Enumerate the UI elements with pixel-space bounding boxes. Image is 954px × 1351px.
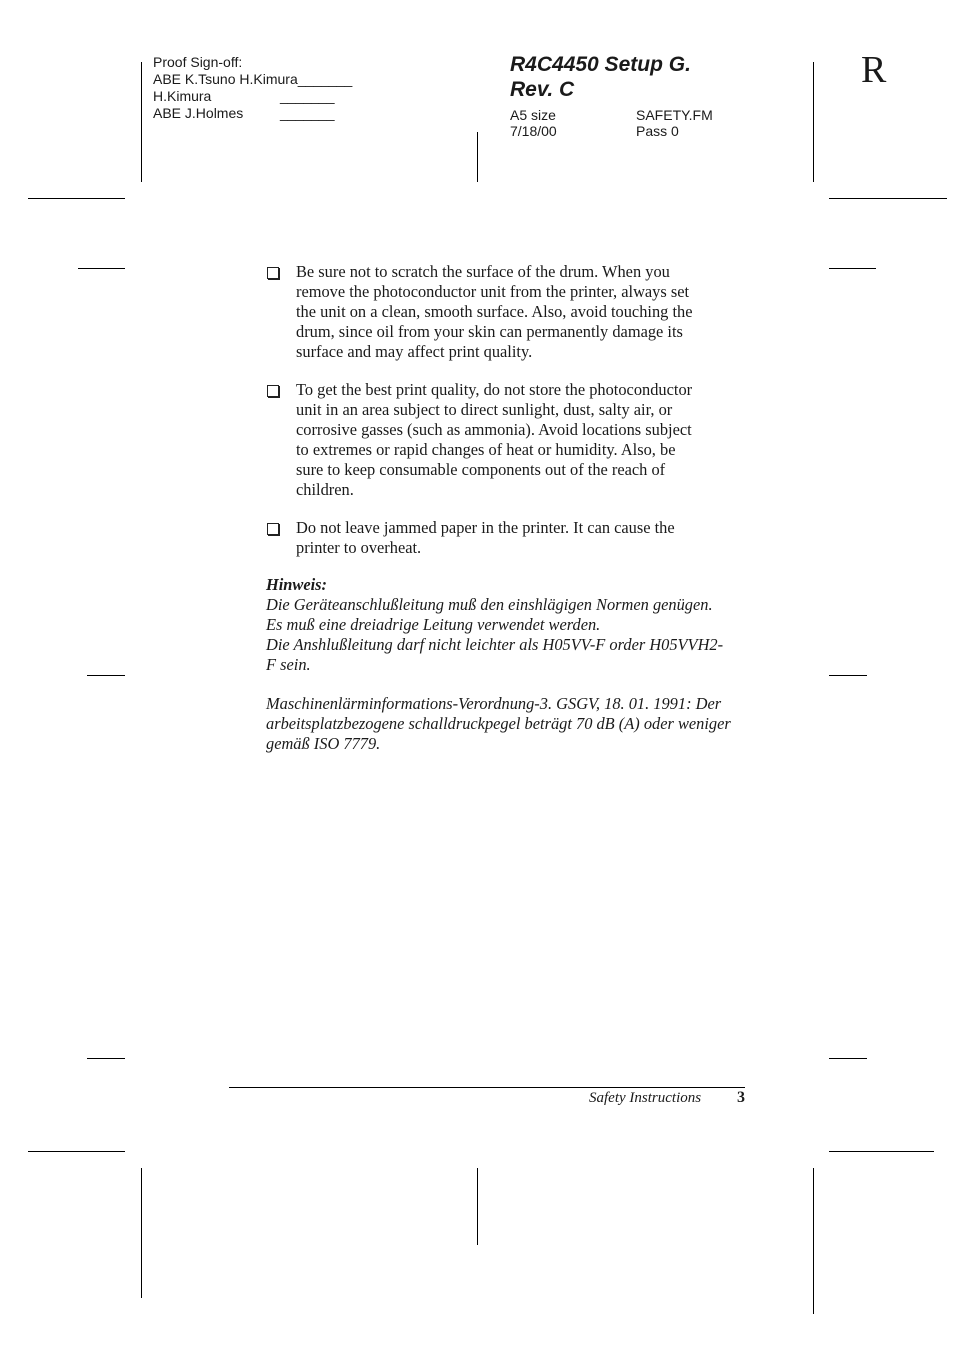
crop-mark bbox=[141, 1168, 142, 1298]
text-line: surface and may affect print quality. bbox=[296, 342, 533, 361]
text-line: F sein. bbox=[266, 655, 311, 674]
footer-rule bbox=[229, 1087, 745, 1088]
proof-signoff bbox=[153, 54, 352, 122]
crop-mark bbox=[87, 675, 125, 676]
note-block bbox=[266, 575, 751, 675]
doc-title bbox=[510, 52, 691, 102]
crop-mark bbox=[829, 198, 947, 199]
crop-mark bbox=[477, 132, 478, 182]
proof-row-names: H.Kimura bbox=[153, 88, 212, 104]
crop-mark bbox=[829, 675, 867, 676]
crop-mark bbox=[28, 1151, 125, 1152]
proof-row-blank: _______ bbox=[280, 88, 335, 104]
crop-mark bbox=[477, 1168, 478, 1245]
proof-row bbox=[153, 71, 352, 88]
text-line: Do not leave jammed paper in the printer. It can cause the bbox=[296, 518, 675, 537]
doc-file: SAFETY.FM bbox=[636, 107, 713, 123]
crop-mark bbox=[813, 62, 814, 182]
checkbox-bullet-icon bbox=[267, 267, 279, 279]
bullet-text bbox=[296, 518, 748, 558]
text-line: Die Geräteanschlußleitung muß den einshlägigen Normen genügen. bbox=[266, 595, 713, 614]
note-heading: Hinweis: bbox=[266, 575, 328, 594]
bullet-text bbox=[296, 262, 748, 362]
proof-row-blank: _______ bbox=[280, 105, 335, 121]
doc-title-line1: R4C4450 Setup G. bbox=[510, 53, 691, 76]
footer-section-title: Safety Instructions bbox=[589, 1090, 702, 1106]
text-line: the unit on a clean, smooth surface. Also, avoid touching the bbox=[296, 302, 693, 321]
crop-mark bbox=[829, 268, 876, 269]
text-line: Die Anshlußleitung darf nicht leichter als H05VV-F order H05VVH2- bbox=[266, 635, 724, 654]
crop-mark bbox=[829, 1151, 934, 1152]
proof-heading: Proof Sign-off: bbox=[153, 54, 243, 70]
text-line: Be sure not to scratch the surface of the drum. When you bbox=[296, 262, 670, 281]
text-line: remove the photoconductor unit from the printer, always set bbox=[296, 282, 690, 301]
crop-mark bbox=[87, 1058, 125, 1059]
proof-row-names: ABE K.Tsuno H.Kimura_______ bbox=[153, 71, 353, 87]
text-line: unit in an area subject to direct sunlight, dust, salty air, or bbox=[296, 400, 673, 419]
text-line: to extremes or rapid changes of heat or humidity. Also, be bbox=[296, 440, 676, 459]
text-line: printer to overheat. bbox=[296, 538, 422, 557]
crop-mark bbox=[78, 268, 125, 269]
checkbox-bullet-icon bbox=[267, 523, 279, 535]
text-line: children. bbox=[296, 480, 354, 499]
proof-row bbox=[153, 105, 352, 122]
crop-mark bbox=[28, 198, 125, 199]
text-line: corrosive gasses (such as ammonia). Avoid locations subject bbox=[296, 420, 692, 439]
proof-row-names: ABE J.Holmes bbox=[153, 105, 244, 121]
corner-letter: R bbox=[861, 49, 887, 91]
crop-mark bbox=[141, 62, 142, 182]
text-line: Maschinenlärminformations-Verordnung-3. GSGV, 18. 01. 1991: Der bbox=[266, 694, 722, 713]
doc-size: A5 size bbox=[510, 107, 556, 123]
text-line: gemäß ISO 7779. bbox=[266, 734, 381, 753]
doc-title-line2: Rev. C bbox=[510, 78, 575, 101]
text-line: arbeitsplatzbezogene schalldruckpegel beträgt 70 dB (A) oder weniger bbox=[266, 714, 731, 733]
text-line: Es muß eine dreiadrige Leitung verwendet werden. bbox=[266, 615, 601, 634]
doc-pass: Pass 0 bbox=[636, 123, 679, 139]
crop-mark bbox=[829, 1058, 867, 1059]
text-line: To get the best print quality, do not store the photoconductor bbox=[296, 380, 693, 399]
proof-row bbox=[153, 88, 352, 105]
text-line: drum, since oil from your skin can permanently damage its bbox=[296, 322, 683, 341]
noise-regulation-note bbox=[266, 694, 751, 754]
text-line: sure to keep consumable components out of the reach of bbox=[296, 460, 666, 479]
crop-mark bbox=[813, 1168, 814, 1314]
bullet-text bbox=[296, 380, 748, 500]
doc-date: 7/18/00 bbox=[510, 123, 557, 139]
page-number: 3 bbox=[737, 1089, 745, 1106]
checkbox-bullet-icon bbox=[267, 385, 279, 397]
